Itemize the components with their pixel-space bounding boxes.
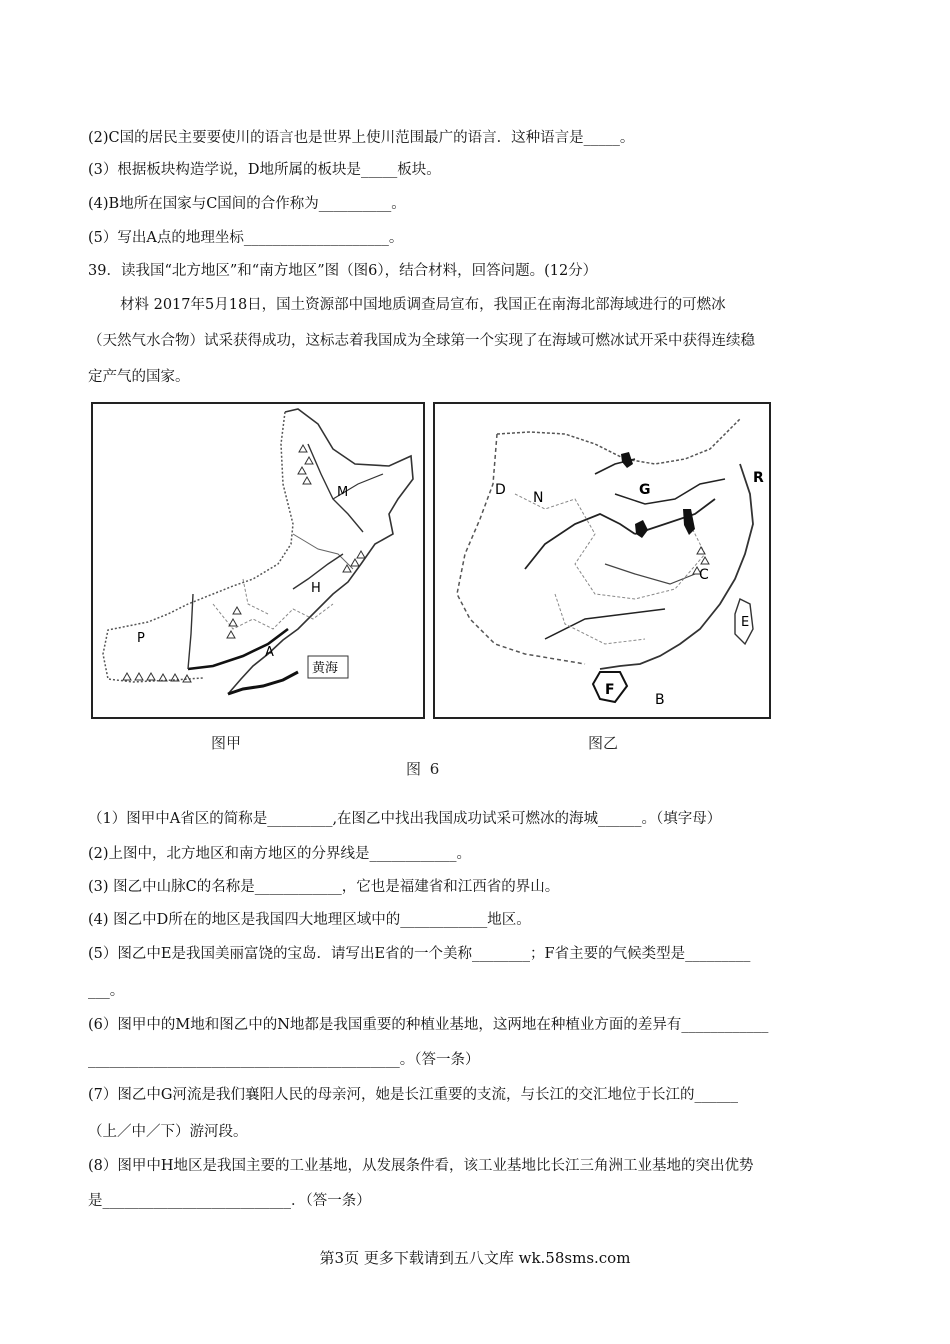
caption-map-jia: 图甲: [211, 734, 242, 752]
label-yellow-sea: 黄海: [312, 661, 339, 676]
material-line-2: （天然气水合物）试采获得成功，这标志着我国成为全球第一个实现了在海域可燃冰试开采中获得连续稳: [88, 333, 755, 349]
label-g: G: [639, 482, 651, 498]
label-h: H: [311, 581, 321, 596]
caption-map-yi: 图乙: [588, 734, 619, 752]
map-yi: [433, 402, 771, 719]
material-line-1: 材料 2017年5月18日，国土资源部中国地质调查局宣布，我国正在南海北部海域进行的可燃冰: [120, 297, 726, 313]
q39-8-cont: 是__________________________．（答一条）: [88, 1193, 371, 1209]
label-p: P: [137, 631, 145, 646]
label-m: M: [337, 485, 349, 500]
q39-5: (5）图乙中E是我国美丽富饶的宝岛．请写出E省的一个美称________；F省主要的气候类型是_________: [88, 946, 751, 962]
q39-7: (7）图乙中G河流是我们襄阳人民的母亲河，她是长江重要的支流，与长江的交汇地位于长江的______: [88, 1087, 738, 1103]
page-footer: 第3页 更多下载请到五八文库 wk.58sms.com: [319, 1249, 631, 1267]
label-f: F: [605, 682, 615, 698]
label-n: N: [533, 490, 544, 506]
q39-5-cont: ___。: [88, 983, 125, 999]
label-b: B: [655, 692, 665, 708]
q39-6: (6）图甲中的M地和图乙中的N地都是我国重要的种植业基地，这两地在种植业方面的差异有____________: [88, 1017, 769, 1033]
question-3: (3）根据板块构造学说，D地所属的板块是_____板块。: [88, 162, 441, 178]
question-5: (5）写出A点的地理坐标____________________。: [88, 230, 404, 246]
q39-4: (4) 图乙中D所在的地区是我国四大地理区域中的____________地区。: [88, 912, 531, 928]
label-c: C: [699, 567, 709, 583]
label-d: D: [495, 482, 506, 498]
question-2: (2)C国的居民主要要使川的语言也是世界上使川范围最广的语言．这种语言是_____。: [88, 130, 635, 146]
label-a: A: [265, 645, 274, 660]
q39-2: (2)上图中，北方地区和南方地区的分界线是____________。: [88, 846, 472, 862]
q39-3: (3) 图乙中山脉C的名称是____________，它也是福建省和江西省的界山。: [88, 879, 560, 895]
label-e: E: [741, 615, 750, 630]
question-4: (4)B地所在国家与C国间的合作称为__________。: [88, 196, 406, 212]
figure-label: 图 6: [406, 760, 442, 778]
material-line-3: 定产气的国家。: [88, 369, 190, 385]
label-r: R: [753, 470, 764, 486]
q39-6-cont: ___________________________________________。（答一条）: [88, 1052, 480, 1068]
map-jia: [91, 402, 425, 719]
q39-8: (8）图甲中H地区是我国主要的工业基地，从发展条件看，该工业基地比长江三角洲工业基地的突出优势: [88, 1158, 754, 1174]
q39-7-cont: （上／中／下）游河段。: [88, 1124, 248, 1140]
question-39-title: 39．读我国“北方地区”和“南方地区”图（图6），结合材料，回答问题。(12分）: [88, 263, 598, 279]
q39-1: （1）图甲中A省区的简称是_________,在图乙中找出我国成功试采可燃冰的海城______。（填字母）: [88, 811, 722, 827]
